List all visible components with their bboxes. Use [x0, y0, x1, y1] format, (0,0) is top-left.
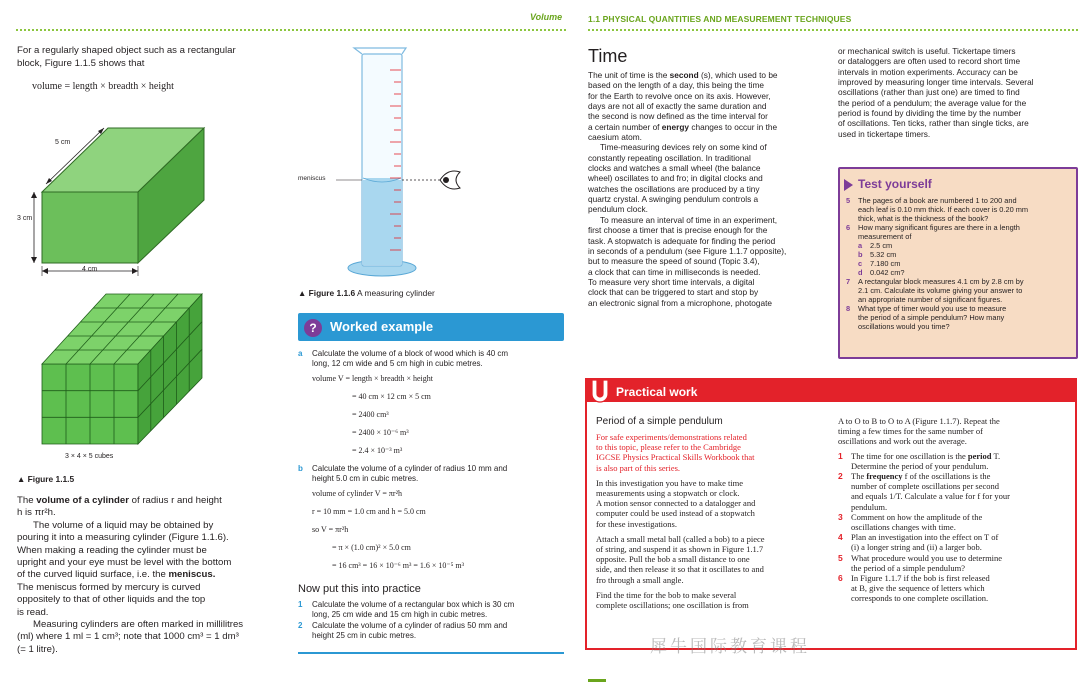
part-b-step: volume of cylinder V = πr²h	[312, 489, 402, 498]
practical-work-title: Practical work	[616, 385, 698, 399]
time-text-line-text: clocks and watches a small wheel (the balance	[588, 163, 761, 174]
time-text-line	[588, 256, 828, 266]
safety-line-text: For safe experiments/demonstrations related	[596, 432, 747, 442]
practice-text: Calculate the volume of a rectangular box which is 30 cm	[312, 600, 515, 609]
p1-b: of radius r and height	[128, 495, 222, 506]
p2-bold: meniscus.	[168, 569, 216, 581]
p2-line: When making a reading the cylinder must be	[17, 544, 207, 556]
time-text-line	[588, 173, 828, 183]
part-a-step: = 2400 × 10⁻⁶ m³	[352, 428, 409, 437]
practical-item-text-text: Comment on how the amplitude of the	[851, 511, 983, 522]
practical-item-text-text: oscillations changes with time.	[851, 522, 956, 533]
time-text-line	[838, 118, 1078, 128]
time-text-line	[588, 80, 828, 90]
practical-line-text: fro through a small angle.	[596, 574, 684, 585]
dim-label-4cm: 4 cm	[82, 266, 98, 273]
practical-line	[596, 575, 828, 585]
cylinder-spout	[354, 48, 406, 54]
triangle-icon: ▲	[298, 288, 309, 298]
time-text-line-text: in seconds of a pendulum (see Figure 1.1.7 opposite),	[588, 245, 787, 256]
figure-1-1-6-title: A measuring cylinder	[355, 288, 435, 298]
practical-line-text: side, and then release it so that it oscillates to and	[596, 564, 764, 575]
intro-line-2: block, Figure 1.1.5 shows that	[17, 57, 145, 69]
time-text-line	[588, 111, 828, 121]
test-yourself-item	[846, 232, 1072, 241]
practical-column-a	[596, 432, 828, 615]
time-text-line-text: Time-measuring devices rely on some kind of	[600, 142, 767, 153]
practical-column-b	[838, 416, 1070, 604]
practical-item-text	[851, 563, 965, 573]
time-text-line-text: or dataloggers are often used to record short time	[838, 56, 1021, 67]
time-text-line-text: of oscillations. Ten ticks, rather than single ticks, are	[838, 118, 1029, 129]
practical-line-text: oscillations and work out the average.	[838, 436, 967, 447]
test-yourself-item	[846, 295, 1072, 304]
practical-line	[596, 600, 828, 610]
practical-item	[838, 451, 1070, 461]
part-a-step: = 2400 cm³	[352, 410, 389, 419]
time-text-line-text: period is found by dividing the time by the number	[838, 108, 1022, 119]
practical-item-text	[851, 512, 982, 522]
test-yourself-number: 6	[846, 223, 851, 232]
part-b-step: = π × (1.0 cm)² × 5.0 cm	[332, 543, 411, 552]
p1-c: h is πr²h.	[17, 507, 56, 519]
time-text-line	[838, 77, 1078, 87]
part-a-step: = 40 cm × 12 cm × 5 cm	[352, 392, 431, 401]
practical-item-text-text: T.	[991, 450, 1001, 461]
time-text-line-text: a certain number of	[588, 121, 662, 132]
practical-item-text	[851, 532, 998, 542]
p4-line: (= 1 litre).	[17, 643, 58, 655]
time-text-line-bold: second	[669, 70, 699, 80]
practical-line-text: A to O to B to O to A (Figure 1.1.7). Repeat the	[838, 416, 1000, 426]
test-yourself-title: Test yourself	[858, 177, 932, 191]
test-yourself-number: 7	[846, 277, 851, 286]
practical-paragraph	[596, 590, 828, 610]
time-text-line-bold: energy	[661, 121, 690, 132]
test-yourself-item	[846, 223, 1072, 232]
practical-item-text	[851, 471, 990, 481]
intro-text	[17, 45, 287, 70]
p1-a: The	[17, 495, 37, 506]
cylinder-volume-text	[17, 495, 289, 656]
practical-line	[596, 534, 828, 544]
time-text-line-text: for the Earth to revolve once on its axis. However,	[588, 90, 771, 101]
practical-item-text	[851, 502, 887, 512]
practical-item-text-text: Determine the period of your pendulum.	[851, 460, 989, 471]
practical-item	[838, 512, 1070, 522]
practical-line-text: In this investigation you have to make time	[596, 477, 744, 488]
question-icon: ?	[304, 319, 322, 337]
practical-item-number: 3	[838, 511, 843, 522]
time-text-line-text: changes to occur in the	[689, 121, 778, 132]
test-yourself-item	[846, 241, 1072, 250]
worked-example-bottom-rule	[298, 652, 564, 654]
practical-line-text: timing a few times for the same number of	[838, 426, 983, 437]
test-yourself-text: thick, what is the thickness of the book?	[858, 214, 989, 223]
p2-line: upright and your eye must be level with the bottom	[17, 557, 232, 569]
time-text-line-text: oscillations (rather than just one) are timed to find	[838, 87, 1020, 98]
p1-bold: volume of a cylinder	[36, 495, 129, 506]
practical-item	[838, 471, 1070, 481]
practical-item-text	[851, 481, 999, 491]
practical-line	[596, 519, 828, 529]
time-text-line	[838, 129, 1078, 139]
test-yourself-item	[846, 322, 1072, 331]
test-yourself-text: 2.1 cm. Calculate its volume giving your answer to	[858, 286, 1023, 295]
practical-item-number: 1	[838, 450, 843, 461]
time-text-line-text: days are not all of exactly the same duration and	[588, 101, 767, 112]
intro-line-1: For a regularly shaped object such as a rectangular	[17, 45, 236, 56]
divider-left	[16, 29, 566, 31]
worked-example-part-a	[298, 349, 566, 370]
time-text-line-text: the period of a pendulum; the average value for the	[838, 97, 1027, 108]
practical-line	[596, 478, 828, 488]
volume-formula: volume = length × breadth × height	[32, 81, 174, 92]
time-text-line-text: constantly repeating oscillation. In traditional	[588, 152, 751, 163]
test-yourself-text: the period of a simple pendulum? How many	[858, 313, 1005, 322]
time-text-line	[588, 267, 828, 277]
practical-line	[596, 554, 828, 564]
practical-line	[596, 508, 828, 518]
practical-item-text	[851, 553, 1002, 563]
time-text-line-text: the second is now defined as the time interval for	[588, 111, 768, 122]
magnet-icon	[588, 378, 612, 408]
practical-item	[838, 573, 1070, 583]
time-text-line-text: used in tickertape timers.	[838, 128, 931, 139]
test-yourself-text: 2.5 cm	[870, 241, 893, 250]
time-text-line	[588, 70, 828, 80]
practical-item-text-text: at B, give the sequence of letters which	[851, 583, 985, 594]
practical-item-text-text: In Figure 1.1.7 if the bob is first released	[851, 573, 990, 584]
p4-line: (ml) where 1 ml = 1 cm³; note that 1000 cm³ = 1 dm³	[17, 631, 239, 643]
safety-line	[596, 452, 828, 462]
practical-line-text: for these investigations.	[596, 518, 677, 529]
practical-line	[596, 544, 828, 554]
test-yourself-number: 5	[846, 196, 851, 205]
practical-item-text	[851, 573, 990, 583]
time-text-line	[838, 67, 1078, 77]
test-yourself-number: b	[858, 250, 863, 259]
time-text-line-text: (s), which used to be	[698, 70, 778, 80]
part-a-question: Calculate the volume of a block of wood which is 40 cm	[312, 349, 509, 358]
time-text-line-text: To measure very short time intervals, a digital	[588, 276, 755, 287]
time-text-line-text: wheel) oscillates to and fro; in digital clocks and	[588, 173, 763, 184]
practical-item-text	[851, 491, 1010, 501]
page-footer-marker	[588, 679, 606, 682]
p2-line: The volume of a liquid may be obtained by	[33, 519, 214, 531]
part-a-step: = 2.4 × 10⁻³ m³	[352, 446, 403, 455]
practical-item-number: 6	[838, 573, 843, 584]
practical-item-text	[851, 522, 956, 532]
figure-1-1-6-label: Figure 1.1.6	[308, 288, 356, 298]
time-text-line-text: To measure an interval of time in an experiment,	[600, 214, 778, 225]
time-text-line	[588, 287, 828, 297]
practical-item-text-text: number of complete oscillations per second	[851, 481, 999, 492]
test-yourself-item	[846, 286, 1072, 295]
test-yourself-text: oscillations would you time?	[858, 322, 950, 331]
practical-item	[838, 502, 1070, 512]
block-front-face	[42, 192, 138, 263]
practical-item-text-text: and equals 1/T. Calculate a value for f for your	[851, 491, 1010, 502]
test-yourself-text: A rectangular block measures 4.1 cm by 2.8 cm by	[858, 277, 1024, 286]
time-text-line-text: an electronic signal from a microphone, photogate	[588, 297, 773, 308]
cylinder-liquid	[363, 180, 401, 265]
practical-item	[838, 491, 1070, 501]
practical-line	[596, 590, 828, 600]
practical-line	[838, 436, 1070, 446]
practical-item	[838, 583, 1070, 593]
time-text-line-text: caesium atom.	[588, 132, 642, 143]
time-text-line	[588, 153, 828, 163]
practical-item-number: 4	[838, 532, 843, 543]
time-text-line	[588, 194, 828, 204]
part-a-step: volume V = length × breadth × height	[312, 374, 433, 383]
part-b-step: so V = πr²h	[312, 525, 349, 534]
time-text-line	[588, 246, 828, 256]
time-text-line	[588, 236, 828, 246]
time-text-line	[838, 108, 1078, 118]
test-yourself-item	[846, 250, 1072, 259]
practical-line-text: Find the time for the bob to make several	[596, 589, 737, 600]
time-text-column-b	[838, 46, 1078, 139]
practical-item	[838, 481, 1070, 491]
time-text-line-text: a clock that can time in milliseconds is needed.	[588, 266, 761, 277]
time-text-line	[588, 204, 828, 214]
practical-item	[838, 542, 1070, 552]
practical-item	[838, 563, 1070, 573]
practical-item-text	[851, 451, 1000, 461]
time-text-line	[588, 163, 828, 173]
part-b-question: Calculate the volume of a cylinder of radius 10 mm and	[312, 464, 508, 473]
figure-1-1-5-caption	[17, 474, 74, 484]
practical-intro	[838, 416, 1070, 447]
practical-item-text	[851, 593, 988, 603]
part-b-step: r = 10 mm = 1.0 cm and h = 5.0 cm	[312, 507, 426, 516]
practical-item-text	[851, 583, 985, 593]
practical-item-text-bold: frequency	[866, 471, 903, 482]
practical-item-text	[851, 542, 982, 552]
test-yourself-item	[846, 205, 1072, 214]
practical-line-text: complete oscillations; one oscillation is from	[596, 600, 749, 611]
practical-paragraph	[596, 534, 828, 585]
rectangular-block-figure	[12, 100, 216, 280]
practical-line	[838, 416, 1070, 426]
practical-line	[596, 564, 828, 574]
test-yourself-number: d	[858, 268, 863, 277]
triangle-icon: ▲	[17, 474, 28, 484]
running-head-volume: Volume	[530, 12, 563, 22]
part-a-question: long, 12 cm wide and 5 cm high in cubic metres.	[312, 359, 483, 369]
worked-example-part-b	[298, 464, 566, 485]
time-text-line	[588, 225, 828, 235]
part-a-label: a	[298, 349, 303, 358]
time-text-line	[838, 87, 1078, 97]
running-head-section: 1.1 PHYSICAL QUANTITIES AND MEASUREMENT TECHNIQUES	[588, 14, 852, 24]
practical-item-text-bold: period	[967, 450, 992, 461]
time-text-line-text: The unit of time is the	[588, 70, 670, 80]
practical-item	[838, 522, 1070, 532]
practice-heading: Now put this into practice	[298, 583, 421, 595]
test-yourself-text: each leaf is 0.10 mm thick. If each cover is 0.20 mm	[858, 205, 1029, 214]
p3-line: is read.	[17, 606, 49, 618]
safety-line	[596, 442, 828, 452]
time-text-line-text: quartz crystal. A swinging pendulum controls a	[588, 194, 759, 205]
part-b-step: = 16 cm³ = 16 × 10⁻⁶ m³ = 1.6 × 10⁻⁵ m³	[332, 561, 464, 570]
test-yourself-item	[846, 196, 1072, 205]
time-text-line	[588, 298, 828, 308]
practical-item-text-text: What procedure would you use to determine	[851, 552, 1003, 563]
time-text-line-text: intervals in motion experiments. Accuracy can be	[838, 66, 1018, 77]
time-text-line	[588, 277, 828, 287]
dim-label-3cm: 3 cm	[17, 215, 33, 222]
divider-right	[588, 29, 1078, 31]
time-text-line	[838, 46, 1078, 56]
measuring-cylinder-figure	[336, 40, 476, 282]
p2-line: pouring it into a measuring cylinder (Figure 1.1.6).	[17, 532, 229, 544]
practical-item-text-text: (i) a longer string and (ii) a larger bob.	[851, 542, 982, 553]
time-text-line-text: pendulum clock.	[588, 204, 648, 215]
test-yourself-number: a	[858, 241, 863, 250]
practice-text: long, 25 cm wide and 15 cm high in cubic metres.	[312, 610, 488, 620]
test-yourself-text: 0.042 cm?	[870, 268, 905, 277]
safety-note	[596, 432, 828, 473]
test-yourself-text: 5.32 cm	[870, 250, 897, 259]
time-text-line-text: task. A stopwatch is adequate for finding the period	[588, 235, 776, 246]
test-yourself-item	[846, 259, 1072, 268]
practical-item-text-text: the period of a simple pendulum?	[851, 562, 966, 573]
practical-item-number: 2	[838, 471, 843, 482]
p2-e: of the curved liquid surface, i.e. the	[17, 569, 169, 581]
test-yourself-number: c	[858, 259, 863, 268]
time-text-line	[588, 184, 828, 194]
practical-item-text-text: The time for one oscillation is the	[851, 450, 968, 461]
practical-line-text: opposite. Pull the bob a small distance to one	[596, 554, 750, 565]
time-text-line-text: first choose a timer that is precise enough for the	[588, 225, 768, 236]
practical-paragraph	[596, 478, 828, 529]
practical-item-text-text: Plan an investigation into the effect on T of	[851, 532, 999, 543]
time-text-line	[588, 215, 828, 225]
practical-line	[596, 498, 828, 508]
practical-item	[838, 593, 1070, 603]
time-text-line	[588, 142, 828, 152]
time-text-line-text: watches the oscillations are produced by a tiny	[588, 183, 760, 194]
test-yourself-item	[846, 214, 1072, 223]
test-yourself-item	[846, 313, 1072, 322]
part-b-label: b	[298, 464, 303, 473]
p4-line: Measuring cylinders are often marked in millilitres	[33, 619, 244, 631]
p3-line: oppositely to that of other liquids and the top	[17, 594, 206, 606]
safety-line	[596, 432, 828, 442]
test-yourself-item	[846, 304, 1072, 313]
practical-item-text-text: f of the oscillations is the	[902, 471, 991, 482]
safety-line-text: IGCSE Physics Practical Skills Workbook that	[596, 452, 755, 463]
test-yourself-text: What type of timer would you use to measure	[858, 304, 1007, 313]
test-yourself-item	[846, 277, 1072, 286]
safety-line-text: to this topic, please refer to the Cambridge	[596, 442, 741, 453]
watermark-text: 犀牛国际教育课程	[650, 637, 810, 656]
time-text-column-a	[588, 70, 828, 308]
time-text-line	[588, 132, 828, 142]
meniscus-label: meniscus	[298, 175, 326, 182]
practical-item-number: 5	[838, 552, 843, 563]
practical-heading: Period of a simple pendulum	[596, 416, 723, 427]
test-yourself-text: How many significant figures are there in a length	[858, 223, 1020, 232]
practice-number: 1	[298, 600, 303, 609]
practical-line-text: Attach a small metal ball (called a bob) to a piece	[596, 533, 765, 544]
dim-label-5cm: 5 cm	[55, 139, 71, 146]
practice-text: height 25 cm in cubic metres.	[312, 630, 417, 640]
worked-example-title: Worked example	[330, 319, 434, 334]
practical-line-text: A motion sensor connected to a datalogger and	[596, 498, 756, 509]
practical-line	[596, 488, 828, 498]
time-text-line-text: based on the length of a day, this being the time	[588, 80, 765, 91]
practical-item-text	[851, 461, 988, 471]
practical-line-text: computer could be used instead of a stopwatch	[596, 508, 755, 519]
time-heading: Time	[588, 46, 628, 66]
safety-line-text: is also part of this series.	[596, 462, 681, 473]
time-text-line-text: or mechanical switch is useful. Tickertape timers	[838, 46, 1016, 56]
p3-line: The meniscus formed by mercury is curved	[17, 581, 201, 593]
time-text-line	[588, 91, 828, 101]
test-yourself-text: The pages of a book are numbered 1 to 200 and	[858, 196, 1017, 205]
practical-line-text: measurements using a stopwatch or clock.	[596, 488, 740, 499]
safety-line	[596, 463, 828, 473]
practical-item	[838, 553, 1070, 563]
practical-item	[838, 532, 1070, 542]
test-yourself-text: an appropriate number of significant figures.	[858, 295, 1003, 304]
time-text-line	[588, 101, 828, 111]
test-yourself-number: 8	[846, 304, 851, 313]
time-text-line	[838, 98, 1078, 108]
time-text-line-text: improved by measuring longer time intervals. Several	[838, 77, 1034, 88]
time-text-line-text: but to measure the speed of sound (Topic 3.4),	[588, 256, 760, 267]
time-text-line	[838, 56, 1078, 66]
test-yourself-marker-icon	[844, 179, 853, 191]
figure-1-1-5-label: Figure 1.1.5	[27, 474, 75, 484]
practical-item	[838, 461, 1070, 471]
test-yourself-list	[846, 196, 1072, 331]
practice-number: 2	[298, 620, 303, 630]
practical-item-text-text: The	[851, 471, 867, 482]
practice-list	[298, 600, 566, 641]
time-text-line-text: clock that can be triggered to start and stop by	[588, 287, 759, 298]
practical-item-text-text: corresponds to one complete oscillation.	[851, 593, 989, 604]
eye-icon	[440, 171, 460, 189]
practical-line-text: of string, and suspend it as shown in Figure 1.1.7	[596, 544, 764, 555]
test-yourself-text: 7.180 cm	[870, 259, 901, 268]
grid-caption: 3 × 4 × 5 cubes	[65, 453, 114, 460]
test-yourself-item	[846, 268, 1072, 277]
practical-item-text-text: pendulum.	[851, 501, 888, 512]
test-yourself-text: measurement of	[858, 232, 912, 241]
practical-line	[838, 426, 1070, 436]
time-text-line	[588, 122, 828, 132]
figure-1-1-6-caption	[298, 288, 435, 298]
part-b-question: height 5.0 cm in cubic metres.	[312, 474, 419, 484]
cube-grid-figure	[40, 284, 210, 450]
practice-text: Calculate the volume of a cylinder of radius 50 mm and	[312, 620, 508, 630]
